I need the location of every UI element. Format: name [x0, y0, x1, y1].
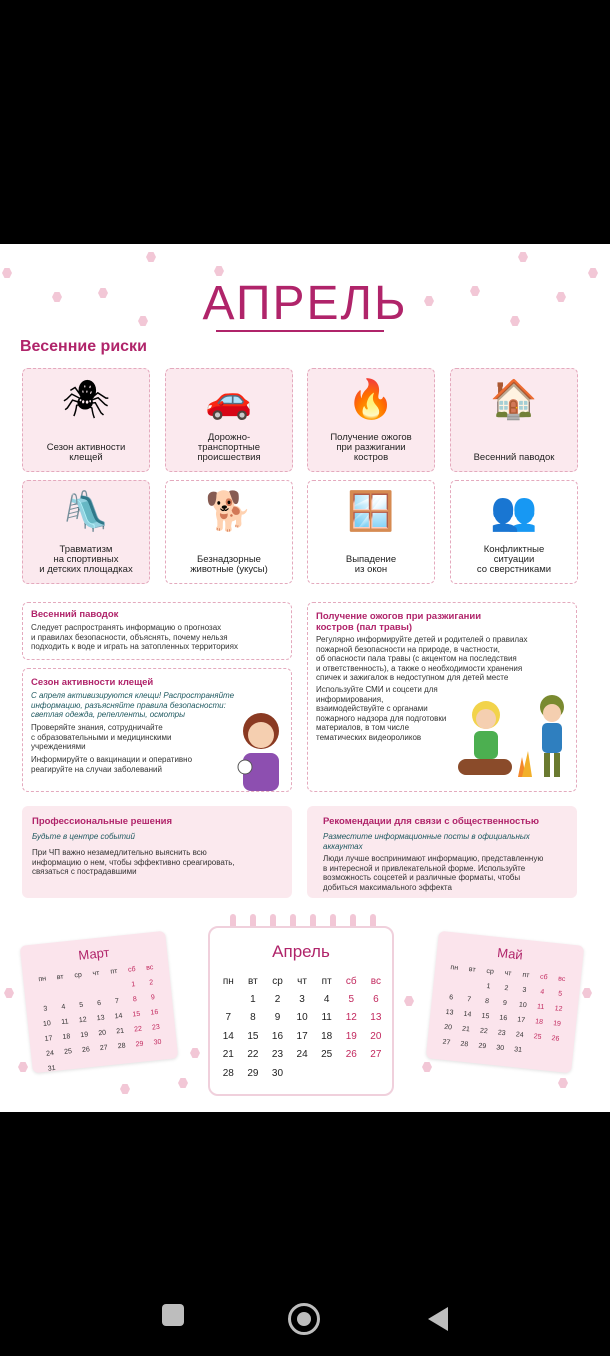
calendar-day: 22 — [133, 1025, 143, 1034]
calendar-day: 5 — [557, 990, 563, 998]
weekday-label: вс — [145, 964, 154, 972]
pr-heading: Рекомендации для связи с общественностью — [323, 816, 539, 827]
home-button[interactable] — [288, 1303, 320, 1335]
calendar-day: 27 — [370, 1049, 382, 1061]
ticks-text-2: Информируйте о вакцинации и оперативно реагируйте на случаи заболеваний — [31, 755, 193, 774]
decor-dot — [4, 988, 14, 998]
calendar-grid — [216, 972, 388, 1082]
campfire-kids-illustration — [456, 685, 576, 785]
pro-text: При ЧП важно незамедлительно выяснить всю информацию о нем, чтобы эффективно среагировать, связаться с пострадавшими — [32, 848, 235, 877]
calendar-day: 25 — [63, 1048, 73, 1056]
weekday-label: пн — [38, 975, 47, 984]
calendar-day: 22 — [247, 1049, 259, 1061]
weekday-label: пт — [110, 967, 118, 976]
calendar-day: 6 — [373, 994, 379, 1006]
risk-label: Выпадение из окон — [345, 554, 397, 575]
risk-label: Сезон активности клещей — [46, 442, 126, 463]
calendar-day: 26 — [81, 1046, 91, 1055]
calendar-day: 19 — [80, 1031, 89, 1040]
decor-dot — [558, 1078, 568, 1088]
calendar-day: 13 — [96, 1014, 105, 1023]
calendar-march — [20, 931, 179, 1074]
weekday-label: ср — [486, 967, 495, 976]
calendar-day: 14 — [222, 1030, 234, 1042]
weekday-label: пн — [222, 975, 234, 987]
girl-illustration — [231, 709, 291, 791]
weekday-label: чт — [504, 969, 512, 978]
pro-heading: Профессиональные решения — [32, 816, 173, 827]
weekday-label: вс — [557, 975, 566, 984]
calendar-day: 12 — [554, 1005, 563, 1014]
calendar-day: 26 — [551, 1035, 560, 1043]
decor-dot — [404, 996, 414, 1006]
risk-label: Весенний паводок — [473, 452, 555, 463]
recent-apps-button[interactable] — [162, 1304, 184, 1326]
calendar-day — [114, 1053, 133, 1070]
calendar-day: 9 — [274, 1012, 281, 1024]
calendar-day — [339, 1064, 364, 1082]
calendar-day: 14 — [114, 1012, 123, 1021]
dog-bite-icon: 🐕 — [205, 491, 253, 533]
calendar-day: 29 — [247, 1067, 259, 1079]
calendar-day: 22 — [479, 1027, 489, 1036]
calendar-grid — [437, 960, 572, 1063]
calendar-day: 27 — [442, 1038, 451, 1047]
calendar-day: 29 — [477, 1042, 487, 1051]
risk-tile-windows — [307, 480, 435, 584]
calendar-day — [149, 1049, 168, 1066]
calendar-day: 12 — [345, 1012, 357, 1024]
calendar-day: 8 — [250, 1012, 256, 1024]
calendar-day: 2 — [504, 984, 509, 993]
infographic-page — [0, 244, 610, 1112]
status-bar-area — [0, 0, 610, 244]
calendar-day: 6 — [448, 994, 454, 1002]
calendar-day: 7 — [466, 996, 472, 1004]
pro-italic: Будьте в центре событий — [32, 832, 135, 841]
calendar-day: 2 — [148, 979, 154, 987]
calendar-day — [131, 1051, 150, 1068]
calendar-month: Апрель — [272, 942, 330, 961]
calendar-day: 28 — [117, 1042, 126, 1051]
calendar-day: 4 — [323, 994, 330, 1006]
calendar-day: 11 — [60, 1018, 69, 1027]
campfire-icon: 🔥 — [347, 379, 395, 421]
calendar-grid — [33, 960, 169, 1078]
risk-label: Травматизм на спортивных и детских площадках — [39, 544, 133, 575]
weekday-label: вт — [248, 975, 258, 987]
weekday-label: вт — [468, 966, 476, 974]
calendar-day: 24 — [296, 1049, 308, 1061]
decor-dot — [582, 988, 592, 998]
flood-text: Следует распространять информацию о прогнозах и правилах безопасности, объяснять, почему нельзя подходить к воде и играть на затопленных территориях — [31, 623, 238, 652]
calendar-day: 10 — [296, 1012, 308, 1024]
calendar-day — [314, 1064, 339, 1082]
risk-tile-traffic — [165, 368, 293, 472]
calendar-day: 18 — [62, 1033, 71, 1041]
calendar-day: 11 — [536, 1003, 545, 1012]
risk-label: Дорожно- транспортные происшествия — [197, 432, 261, 463]
weekday-label: вт — [56, 973, 64, 982]
risk-tile-burns — [307, 368, 435, 472]
calendar-day: 9 — [502, 999, 508, 1008]
section-title: Весенние риски — [20, 338, 147, 355]
ticks-heading: Сезон активности клещей — [31, 677, 154, 688]
calendar-day: 23 — [497, 1029, 506, 1038]
weekday-label: ср — [272, 975, 283, 987]
ticks-card — [22, 668, 292, 792]
calendar-day: 5 — [78, 1001, 84, 1010]
flood-card — [22, 602, 292, 660]
calendar-day: 14 — [463, 1010, 472, 1019]
playground-icon: 🛝 — [62, 491, 110, 533]
pr-text: Люди лучше воспринимают информацию, представленную в интересной и привлекательной форме. Используйте возможность соцсетей и различные форматы, чтобы добиться максимального эффекта — [323, 854, 544, 892]
burns-card — [307, 602, 577, 792]
ticks-text-1: Проверяйте знания, сотрудничайте с образовательными и медицинскими учреждениями — [31, 723, 172, 752]
calendar-day: 4 — [61, 1003, 66, 1011]
calendar-april — [208, 926, 394, 1096]
calendar-day: 3 — [299, 994, 305, 1006]
calendar-day: 12 — [78, 1016, 88, 1025]
calendar-day — [526, 1044, 545, 1061]
calendar-day: 20 — [443, 1023, 453, 1032]
calendar-day: 20 — [370, 1030, 382, 1042]
calendar-day: 8 — [132, 996, 138, 1004]
weekday-label: сб — [345, 975, 357, 987]
risk-label: Безнадзорные животные (укусы) — [190, 554, 268, 575]
calendar-day: 4 — [539, 988, 545, 997]
calendar-day — [78, 1057, 97, 1074]
calendar-day: 21 — [115, 1027, 125, 1036]
calendar-day — [60, 1059, 79, 1076]
risk-label: Конфликтные ситуации со сверстниками — [476, 544, 552, 575]
calendar-day — [544, 1045, 563, 1062]
calendar-day: 1 — [250, 994, 256, 1006]
calendar-day: 8 — [484, 997, 490, 1006]
calendar-month: Май — [496, 944, 524, 963]
weekday-label: пн — [450, 964, 459, 972]
calendar-day: 17 — [44, 1035, 53, 1043]
calendar-day: 3 — [43, 1005, 48, 1013]
decor-dot — [18, 1062, 28, 1072]
flood-icon: 🏠 — [490, 379, 538, 421]
page-title: АПРЕЛЬ — [202, 277, 408, 330]
flood-heading: Весенний паводок — [31, 609, 119, 620]
weekday-label: чт — [297, 975, 307, 987]
calendar-day: 21 — [461, 1025, 471, 1034]
calendar-day: 9 — [150, 994, 156, 1002]
calendar-month: Март — [77, 944, 111, 963]
calendar-day: 24 — [515, 1031, 524, 1040]
decor-dot — [422, 1062, 432, 1072]
window-icon: 🪟 — [347, 491, 395, 533]
decor-dot — [120, 1084, 130, 1094]
calendar-day: 10 — [42, 1020, 52, 1028]
calendar-day: 30 — [271, 1067, 284, 1079]
calendar-day: 25 — [533, 1033, 542, 1041]
tick-icon: 🕷 — [61, 379, 111, 421]
calendar-day: 13 — [370, 1012, 382, 1024]
pr-italic: Разместите информационные посты в официальных аккаунтах — [323, 832, 530, 851]
decor-dot — [146, 252, 156, 262]
risk-tile-playground — [22, 480, 150, 584]
risk-tile-animals — [165, 480, 293, 584]
calendar-day: 1 — [131, 981, 136, 989]
calendar-day: 20 — [98, 1029, 107, 1038]
decor-dot — [178, 1078, 188, 1088]
calendar-day: 3 — [522, 986, 527, 995]
calendar-day: 17 — [296, 1030, 308, 1042]
weekday-label: пт — [321, 975, 332, 987]
calendar-day: 10 — [518, 1001, 527, 1010]
calendar-day: 28 — [460, 1040, 469, 1049]
risk-label: Получение ожогов при разжигании костров — [330, 432, 412, 463]
calendar-day: 30 — [495, 1044, 505, 1053]
calendar-day — [216, 990, 241, 1008]
burns-text-1: Регулярно информируйте детей и родителей о правилах пожарной безопасности на природе, в частности, об опасности пала травы (с акцентом на последствия и ответственность), а также о необходимости хранения спичек и зажигалок в недоступном для детей месте — [316, 635, 528, 683]
burns-text-2: Используйте СМИ и соцсети для информирования, взаимодействуйте с органами пожарного надзора для подготовки материалов, в том числе тематических видеороликов — [316, 685, 447, 742]
calendar-day: 31 — [513, 1046, 523, 1055]
calendar-day: 29 — [135, 1040, 144, 1049]
calendar-day: 27 — [99, 1044, 109, 1053]
back-button[interactable] — [428, 1307, 448, 1331]
calendar-day: 13 — [445, 1008, 454, 1017]
calendar-day: 24 — [45, 1050, 55, 1058]
conflict-icon: 👥 — [490, 491, 538, 533]
risk-tile-ticks — [22, 368, 150, 472]
calendar-day: 6 — [96, 999, 102, 1008]
calendar-day — [96, 1055, 115, 1072]
calendar-day: 30 — [153, 1038, 162, 1047]
weekday-label: чт — [92, 969, 100, 978]
risk-tile-conflicts — [450, 480, 578, 584]
calendar-day: 17 — [516, 1016, 526, 1025]
decor-dot — [518, 252, 528, 262]
weekday-label: сб — [127, 966, 136, 974]
calendar-day: 11 — [321, 1012, 332, 1024]
weekday-label: вс — [370, 975, 381, 987]
calendar-day: 19 — [345, 1030, 357, 1042]
calendar-day: 21 — [222, 1049, 234, 1061]
decor-dot — [190, 1048, 200, 1058]
calendar-day: 18 — [534, 1018, 544, 1027]
calendar-day: 7 — [225, 1012, 232, 1024]
calendar-day: 25 — [321, 1049, 333, 1061]
calendar-day — [290, 1064, 315, 1082]
pr-card — [307, 806, 577, 898]
calendar-day: 26 — [345, 1049, 357, 1061]
calendar-day: 19 — [552, 1020, 562, 1028]
calendar-day: 23 — [271, 1049, 284, 1061]
calendar-day: 1 — [486, 983, 491, 991]
calendar-day: 28 — [222, 1067, 234, 1079]
burns-heading: Получение ожогов при разжигании костров (пал травы) — [316, 611, 482, 633]
weekday-label: ср — [74, 971, 83, 980]
calendar-day: 15 — [481, 1012, 490, 1021]
calendar-day: 5 — [348, 994, 355, 1006]
calendar-day: 2 — [274, 994, 281, 1006]
weekday-label: пт — [522, 971, 530, 980]
decor-dot — [214, 266, 224, 276]
calendar-day — [364, 1064, 389, 1082]
calendar-day: 16 — [150, 1008, 159, 1017]
title-underline — [216, 330, 384, 332]
calendar-day: 23 — [151, 1023, 161, 1032]
calendar-may — [426, 931, 585, 1074]
car-crash-icon: 🚗 — [205, 379, 253, 421]
calendar-day: 16 — [499, 1014, 508, 1023]
risk-tile-flood — [450, 368, 578, 472]
calendar-day: 15 — [247, 1030, 259, 1042]
calendar-day: 7 — [114, 997, 120, 1006]
calendar-day: 31 — [47, 1064, 56, 1073]
calendar-day: 18 — [321, 1030, 333, 1042]
calendar-day: 15 — [132, 1010, 141, 1019]
pro-card — [22, 806, 292, 898]
calendar-day: 16 — [271, 1030, 284, 1042]
ticks-italic: С апреля активизируются клещи! Распространяйте информацию, разъясняйте правила безопасности: светлая одежда, репелленты, осмотры — [31, 691, 235, 720]
weekday-label: сб — [539, 973, 548, 982]
